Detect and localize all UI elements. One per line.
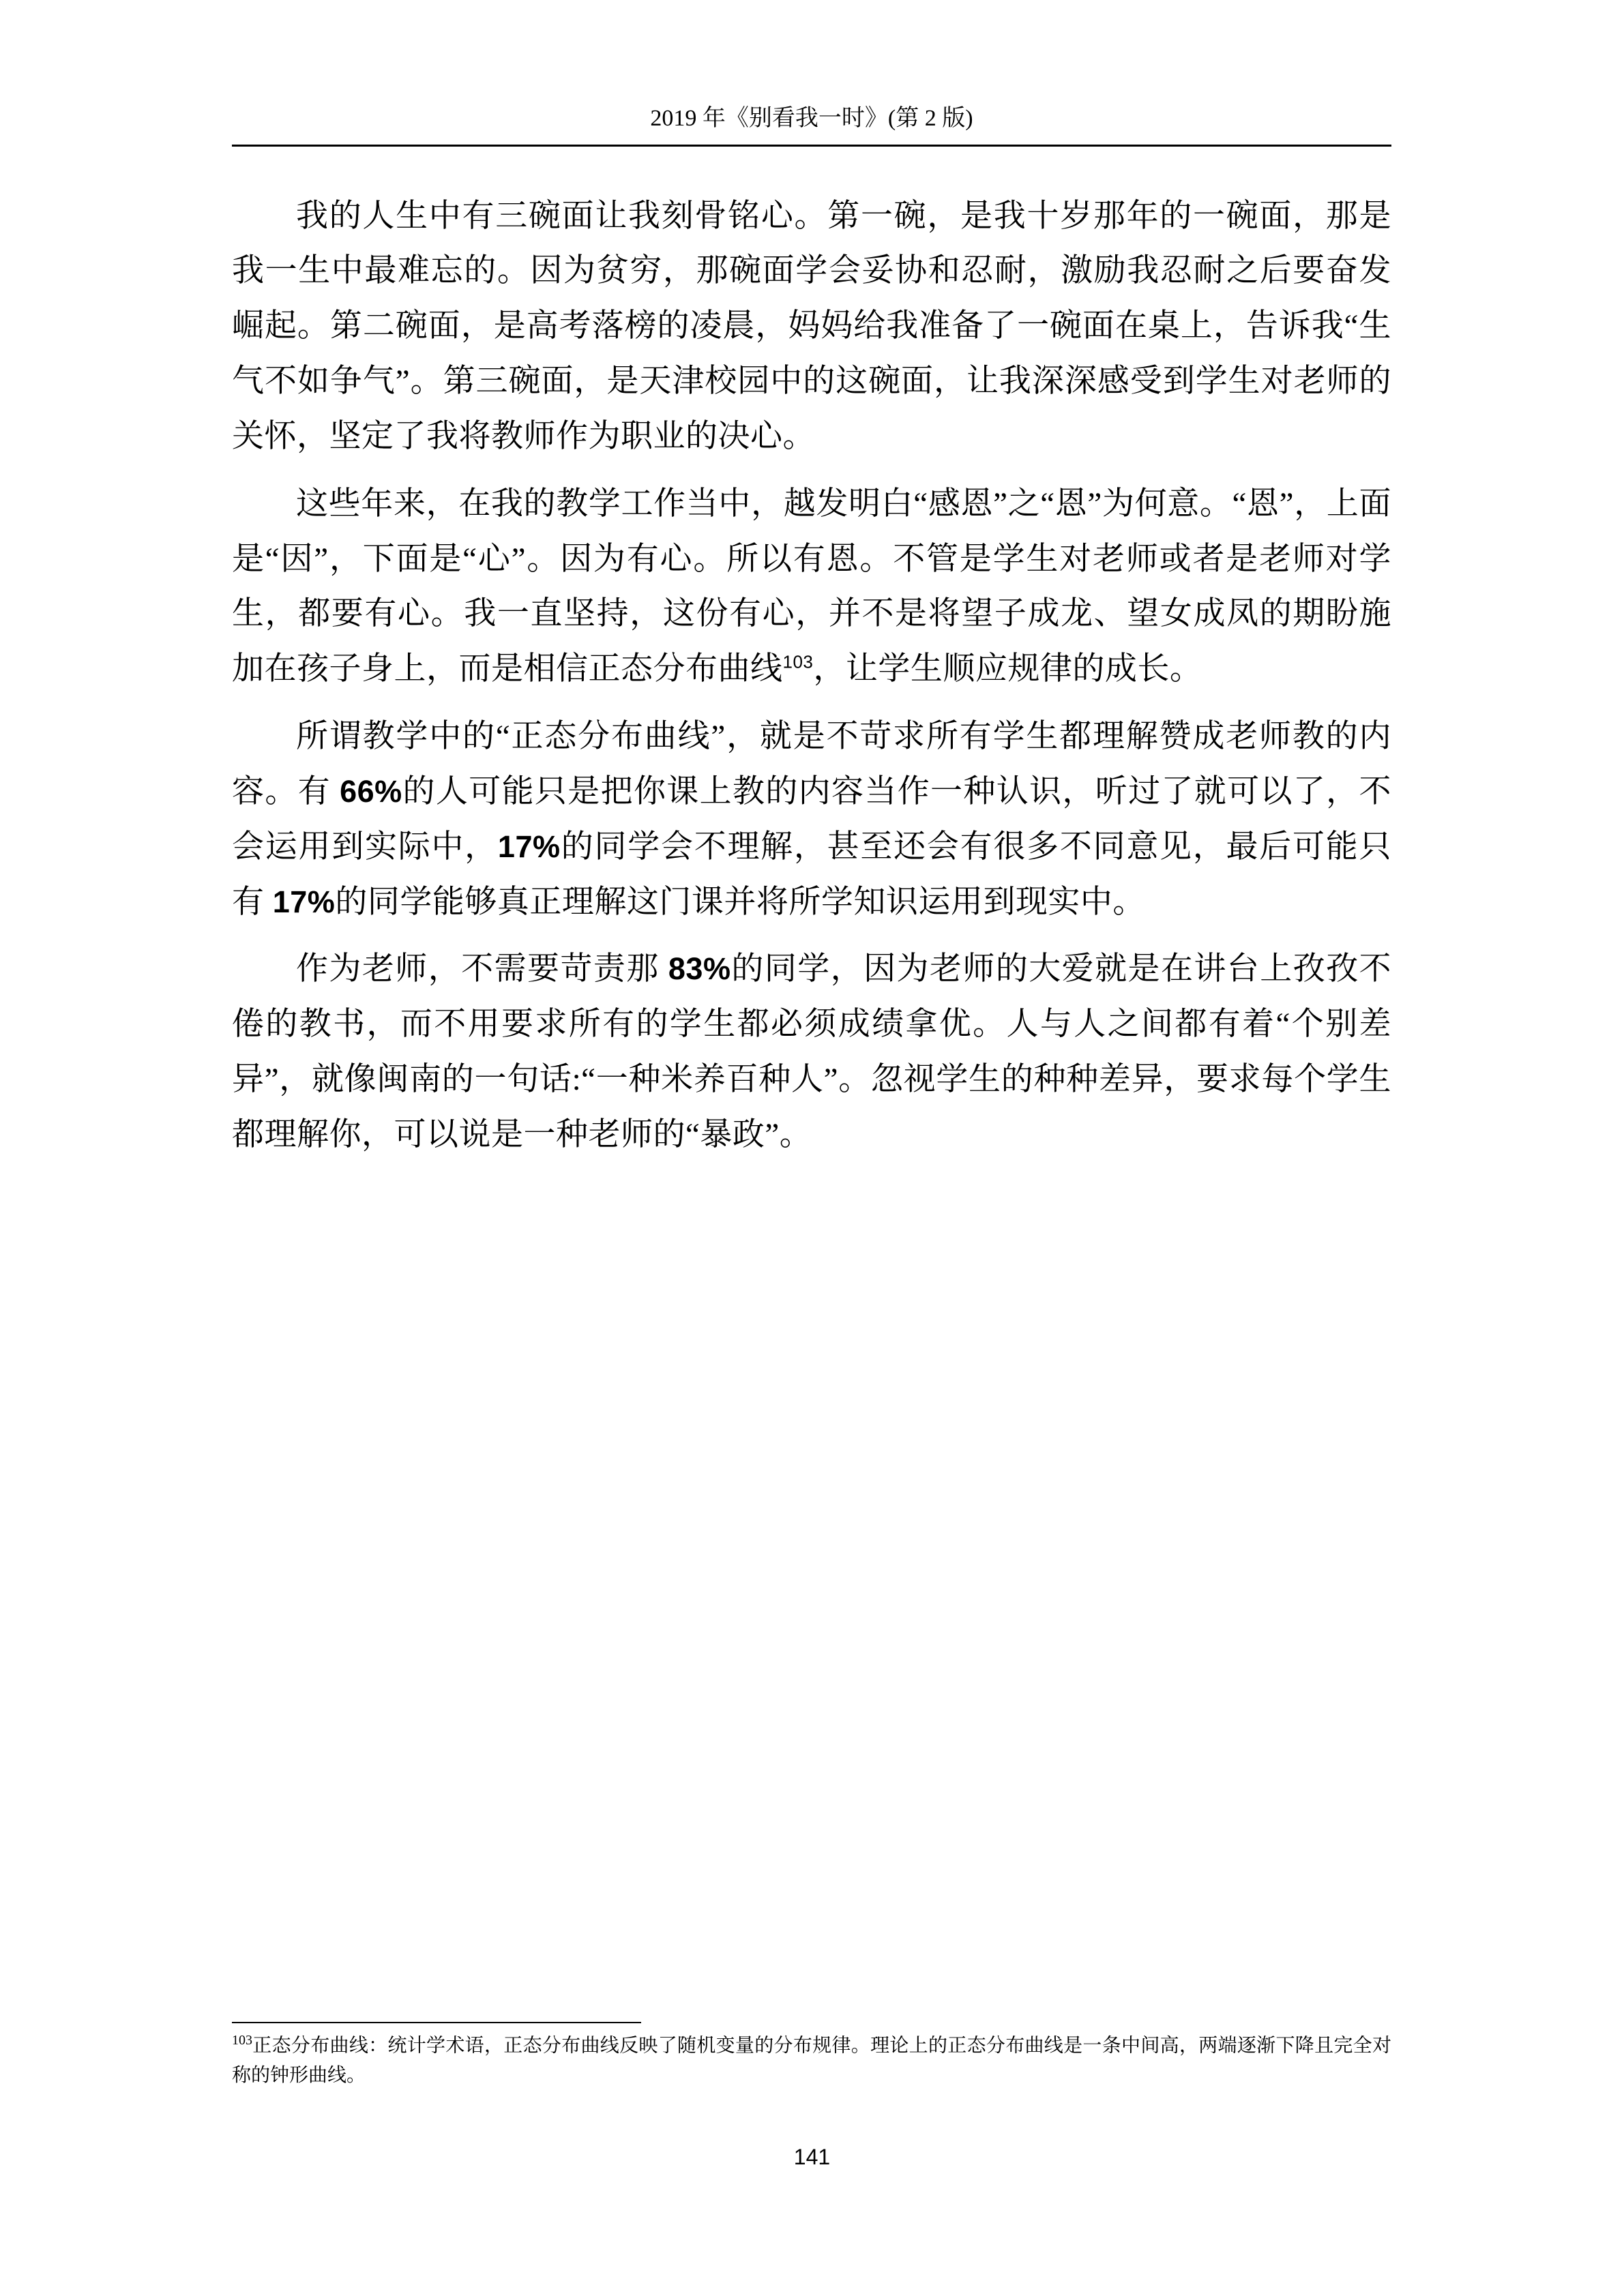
footnote-103 <box>232 2030 1391 2090</box>
paragraph-3-part4: 的同学能够真正理解这门课并将所学知识运用到现实中。 <box>335 884 1145 920</box>
percent-17-first: 17% <box>497 829 561 864</box>
page-header: 2019 年《别看我一时》(第 2 版) <box>650 106 973 131</box>
paragraph-2-tail: ，让学生顺应规律的成长。 <box>813 651 1202 687</box>
footnote-body: 正态分布曲线：统计学术语，正态分布曲线反映了随机变量的分布规律。理论上的正态分布曲线是一条中间高，两端逐渐下降且完全对称的钟形曲线。 <box>232 2035 1391 2086</box>
paragraph-3-part2: 的人可能只是把你课上教的内容当作一种认识，听过了就可以了，不会运用到实际中， <box>232 773 1391 865</box>
paragraph-4-part2: 的同学，因为老师的大爱就是在讲台上孜孜不倦的教书，而不用要求所有的学生都必须成绩拿优。人与人之间都有着“个别差异”，就像闽南的一句话:“一种米养百种人”。忽视学生的种种差异，要求每个学生都理解你，可以说是一种老师的“暴政”。 <box>232 951 1392 1152</box>
paragraph-3 <box>232 709 1391 929</box>
paragraph-4 <box>232 942 1391 1162</box>
footnote-area <box>232 2022 1391 2090</box>
percent-17-second: 17% <box>272 884 336 919</box>
percent-66: 66% <box>340 773 402 809</box>
footnote-marker: 103 <box>232 2033 252 2048</box>
paragraph-3-part1: 所谓教学中的“正态分布曲线”，就是不苛求所有学生都理解赞成老师教的内容。有 <box>232 719 1391 809</box>
page-content <box>232 102 1391 1175</box>
paragraph-4-part1: 作为老师，不需要苛责那 <box>296 951 668 987</box>
paragraph-2 <box>232 477 1391 697</box>
footnote-reference-103[interactable]: 103 <box>782 651 814 672</box>
page-number: 141 <box>793 2145 831 2169</box>
footnote-divider <box>232 2022 641 2023</box>
header-divider <box>232 145 1391 147</box>
percent-83: 83% <box>668 951 731 987</box>
paragraph-2-text: 这些年来，在我的教学工作当中，越发明白“感恩”之“恩”为何意。“恩”，上面是“因”，下面是“心”。因为有心。所以有恩。不管是学生对老师或者是老师对学生，都要有心。我一直坚持，这份有心，并不是将望子成龙、望女成凤的期盼施加在孩子身上，而是相信正态分布曲线 <box>232 486 1391 687</box>
paragraph-1: 我的人生中有三碗面让我刻骨铭心。第一碗，是我十岁那年的一碗面，那是我一生中最难忘的。因为贫穷，那碗面学会妥协和忍耐，激励我忍耐之后要奋发崛起。第二碗面，是高考落榜的凌晨，妈妈给我准备了一碗面在桌上，告诉我“生气不如争气”。第三碗面，是天津校园中的这碗面，让我深深感受到学生对老师的关怀，坚定了我将教师作为职业的决心。 <box>232 198 1391 454</box>
paragraph-3-part3: 的同学会不理解，甚至还会有很多不同意见，最后可能只有 <box>232 829 1391 920</box>
